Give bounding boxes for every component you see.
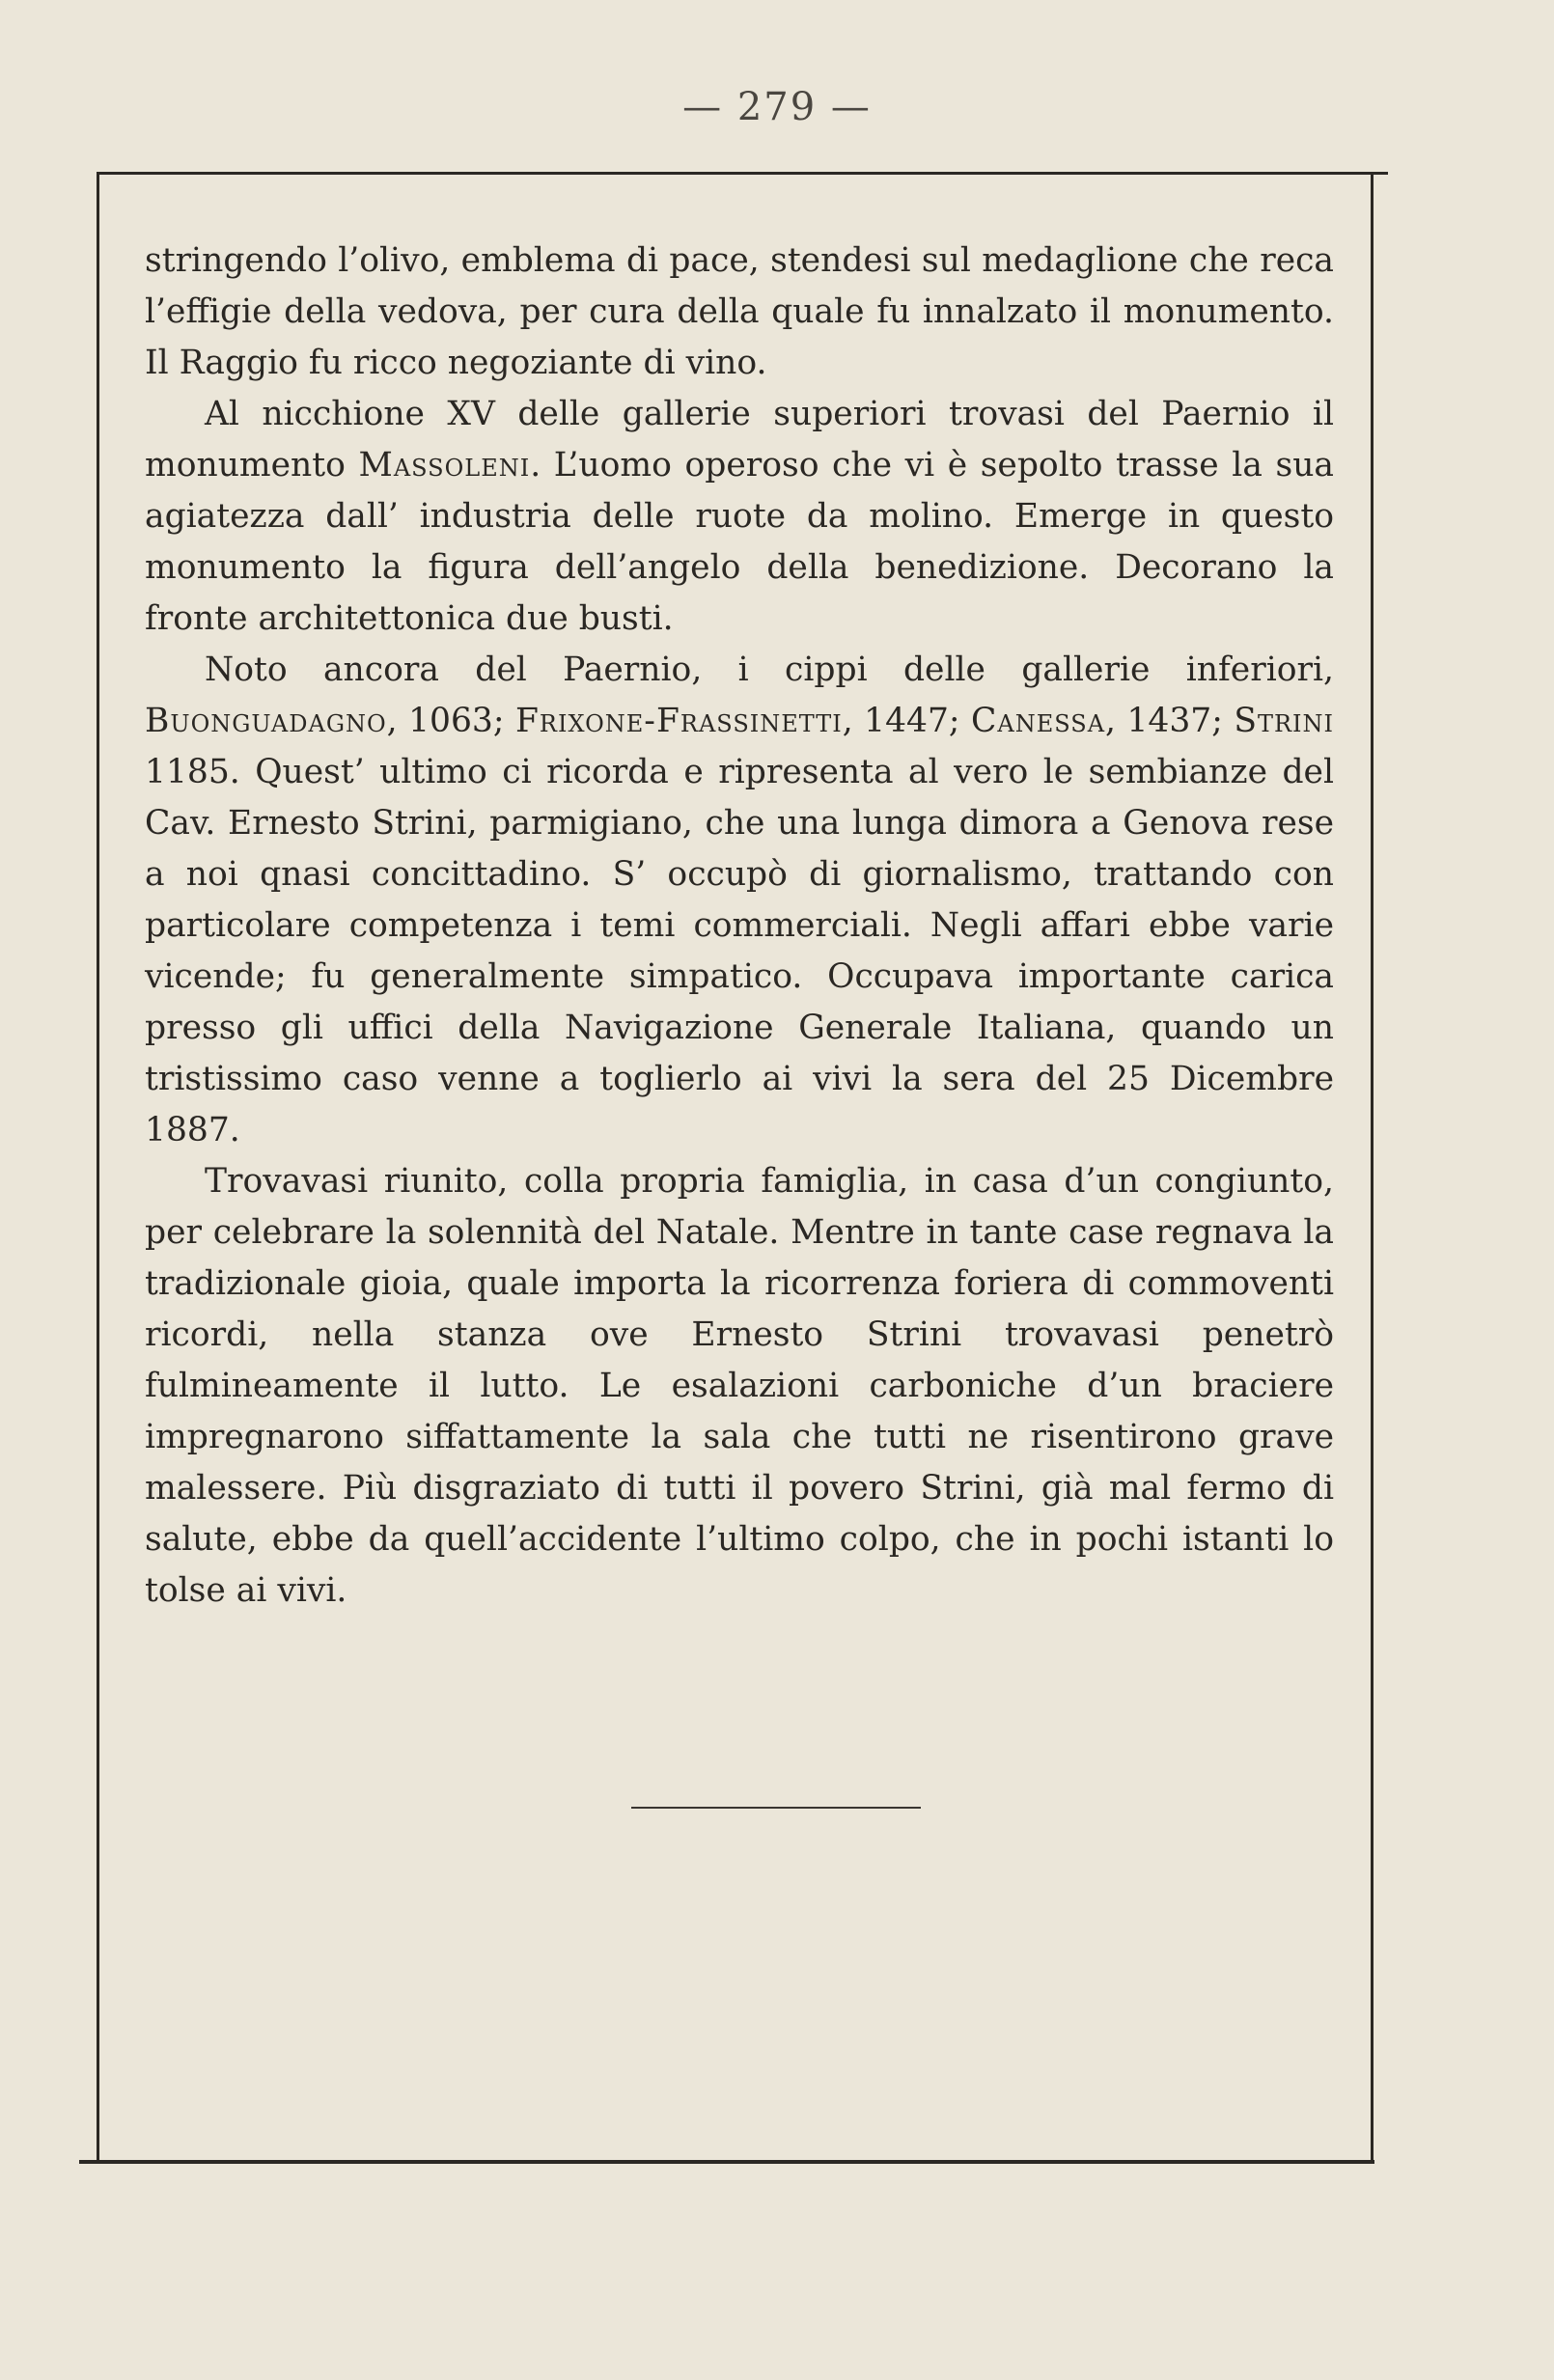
frame-left-rule <box>97 172 99 2160</box>
paragraph-3-text-a: Noto ancora del Paernio, i cippi delle gallerie inferiori, <box>205 650 1334 689</box>
name-frixone-frassinetti: Frixone-Frassinetti <box>514 702 843 740</box>
name-massoleni: Massoleni <box>358 446 531 484</box>
frame-right-rule <box>1371 172 1374 2160</box>
paragraph-3-text-c: , 1447; <box>842 702 971 740</box>
name-strini: Strini <box>1234 702 1334 740</box>
page-number: — 279 — <box>682 85 872 129</box>
separator-rule <box>631 1807 921 1809</box>
paragraph-2 <box>145 389 1334 645</box>
name-canessa: Canessa <box>970 702 1106 740</box>
text-body <box>145 235 1334 1617</box>
paragraph-2-text-b: . L’uomo operoso che vi è sepolto trasse la sua agiatezza dall’ industria delle ruote da molino. Emerge in questo monumento la figura dell’angelo della benedizione. Decorano la fronte architettonica due busti. <box>145 446 1334 638</box>
paragraph-3 <box>145 645 1334 1156</box>
paragraph-2-text-a: Al nicchione XV delle gallerie superiori trovasi del Paernio il monumento <box>145 395 1334 484</box>
name-buonguadagno: Buonguadagno <box>145 702 387 740</box>
paragraph-3-text-e: 1185. Quest’ ultimo ci ricorda e ripresenta al vero le sembianze del Cav. Ernesto Strini, parmigiano, che una lunga dimora a Genova rese a noi qnasi concittadino. S’ occupò di giornalismo, trattando con particolare competenza i temi commerciali. Negli affari ebbe varie vicende; fu generalmente simpatico. Occupava importante carica presso gli uffici della Navigazione Generale Italiana, quando un tristissimo caso venne a toglierlo ai vivi la sera del 25 Dicembre 1887. <box>145 753 1334 1149</box>
paragraph-3-text-d: , 1437; <box>1105 702 1235 740</box>
paragraph-3-text-b: , 1063; <box>386 702 515 740</box>
paragraph-4: Trovavasi riunito, colla propria famiglia, in casa d’un congiunto, per celebrare la solennità del Natale. Mentre in tante case regnava la tradizionale gioia, quale importa la ricorrenza foriera di commoventi ricordi, nella stanza ove Ernesto Strini trovavasi penetrò fulmineamente il lutto. Le esalazioni carboniche d’un braciere impregnarono siffattamente la sala che tutti ne risentirono grave malessere. Più disgraziato di tutti il povero Strini, già mal fermo di salute, ebbe da quell’accidente l’ultimo colpo, che in pochi istanti lo tolse ai vivi. <box>145 1162 1334 1610</box>
frame-top-rule <box>97 172 1388 175</box>
frame-bottom-rule <box>79 2160 1374 2164</box>
paragraph-1: stringendo l’olivo, emblema di pace, stendesi sul medaglione che reca l’effigie della vedova, per cura della quale fu innalzato il monumento. Il Raggio fu ricco negoziante di vino. <box>145 241 1334 382</box>
